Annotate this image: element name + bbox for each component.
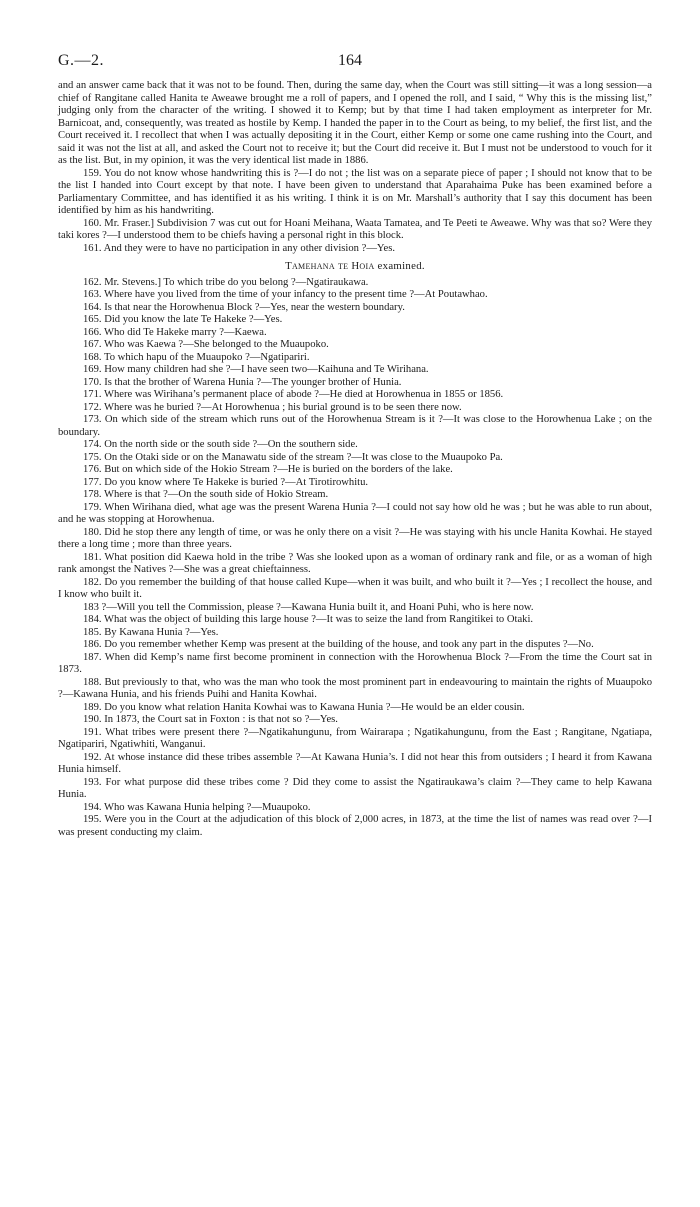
paragraph: 183 ?—Will you tell the Commission, please ?—Kawana Hunia built it, and Hoani Puhi, who is here now.	[83, 601, 534, 613]
paragraph: 160. Mr. Fraser.] Subdivision 7 was cut out for Hoani Meihana, Waata Tamatea, and Te Peeti te Aweawe. Why was that so? Were they taki kores ?—I understood them to be chiefs having a personal right in this block.	[58, 217, 652, 241]
paragraph: 170. Is that the brother of Warena Hunia ?—The younger brother of Hunia.	[83, 376, 402, 388]
paragraph: 174. On the north side or the south side ?—On the southern side.	[83, 439, 358, 450]
paragraph: 185. By Kawana Hunia ?—Yes.	[83, 626, 219, 638]
testimony-section-b	[58, 277, 652, 840]
paragraph: 166. Who did Te Hakeke marry ?—Kaewa.	[83, 326, 267, 338]
witness-heading-suffix: examined.	[374, 260, 425, 272]
witness-heading	[58, 260, 652, 273]
testimony-section-a	[58, 80, 652, 255]
paragraph: 175. On the Otaki side or on the Manawatu side of the stream ?—It was close to the Muaupoko Pa.	[83, 451, 503, 463]
paragraph: 169. How many children had she ?—I have seen two—Kaihuna and Te Wirihana.	[83, 364, 429, 375]
paragraph: and an answer came back that it was not to be found. Then, during the same day, when the Court was still sitting—it was a long session—a chief of Rangitane called Hanita te Aweawe brought me a roll of papers, and I opened the roll, and I said, “ Why this is the missing list,” judging only from the character of the writing. I showed it to Kemp; but by that time I had taken employment as interpreter for Mr. Barnicoat, and, consequently, was treated as hostile by Kemp. I handed the paper in to the Court as being, to my belief, the first list, and the Court received it. I recollect that when I was actually depositing it in the Court, either Kemp or some one came rushing into the Court, and said it was not the list at all, and asked the Court not to receive it; but the Court did receive it. But I must not be understood to vouch for it as the list. But, in my opinion, it was the very identical list made in 1886.	[58, 80, 652, 166]
page-number: 164	[338, 52, 362, 69]
paragraph: 165. Did you know the late Te Hakeke ?—Yes.	[83, 314, 283, 325]
paragraph: 193. For what purpose did these tribes come ? Did they come to assist the Ngatiraukawa’s claim ?—They came to help Kawana Hunia.	[58, 776, 652, 800]
paragraph: 182. Do you remember the building of that house called Kupe—when it was built, and who built it ?—Yes ; I recollect the house, and I know who built it.	[58, 576, 652, 600]
paragraph: 178. Where is that ?—On the south side of Hokio Stream.	[83, 489, 329, 500]
paragraph: 163. Where have you lived from the time of your infancy to the present time ?—At Poutawhao.	[83, 289, 488, 300]
witness-name: Tamehana te Hoia	[285, 260, 375, 272]
paragraph: 159. You do not know whose handwriting this is ?—I do not ; the list was on a separate piece of paper ; I should not know that to be the list I handed into Court except by that note. I have been given to understand that Aparahaima Puke has been examined before a Parliamentary Committee, and has identified it as his writing. I think it is on Mr. Marshall’s authority that I say this document has been identified by him as his handwriting.	[58, 167, 652, 216]
paragraph: 180. Did he stop there any length of time, or was he only there on a visit ?—He was staying with his uncle Hanita Kowhai. He stayed there a long time ; more than three years.	[58, 526, 652, 550]
paragraph: 161. And they were to have no participation in any other division ?—Yes.	[83, 242, 395, 254]
paragraph: 167. Who was Kaewa ?—She belonged to the Muaupoko.	[83, 339, 329, 350]
paragraph: 172. Where was he buried ?—At Horowhenua ; his burial ground is to be seen there now.	[83, 401, 462, 413]
paragraph: 181. What position did Kaewa hold in the tribe ? Was she looked upon as a woman of ordinary rank and file, or as a woman of high rank amongst the Natives ?—She was a great chieftainness.	[58, 551, 652, 575]
paragraph: 194. Who was Kawana Hunia helping ?—Muaupoko.	[83, 801, 311, 813]
paragraph: 189. Do you know what relation Hanita Kowhai was to Kawana Hunia ?—He would be an elder cousin.	[83, 701, 525, 713]
paragraph: 168. To which hapu of the Muaupoko ?—Ngatipariri.	[83, 351, 310, 363]
paragraph: 177. Do you know where Te Hakeke is buried ?—At Tirotirowhitu.	[83, 476, 369, 488]
paragraph: 179. When Wirihana died, what age was the present Warena Hunia ?—I could not say how old he was ; but he was able to run about, and he was stopping at Horowhenua.	[58, 501, 652, 525]
paragraph: 195. Were you in the Court at the adjudication of this block of 2,000 acres, in 1873, at the time the list of names was read over ?—I was present conducting my claim.	[58, 814, 652, 838]
paragraph: 162. Mr. Stevens.] To which tribe do you belong ?—Ngatiraukawa.	[83, 276, 369, 288]
page-reference: G.—2.	[58, 52, 105, 69]
paragraph: 186. Do you remember whether Kemp was present at the building of the house, and took any part in the disputes ?—No.	[83, 639, 594, 650]
paragraph: 187. When did Kemp’s name first become prominent in connection with the Horowhenua Block ?—From the time the Court sat in 1873.	[58, 651, 652, 675]
paragraph: 171. Where was Wirihana’s permanent place of abode ?—He died at Horowhenua in 1855 or 1856.	[83, 389, 504, 400]
paragraph: 184. What was the object of building this large house ?—It was to seize the land from Rangitikei to Otaki.	[83, 614, 534, 625]
paragraph: 164. Is that near the Horowhenua Block ?—Yes, near the western boundary.	[83, 301, 405, 313]
document-body	[58, 80, 652, 839]
paragraph: 173. On which side of the stream which runs out of the Horowhenua Stream is it ?—It was close to the Horowhenua Lake ; on the boundary.	[58, 414, 652, 438]
paragraph: 176. But on which side of the Hokio Stream ?—He is buried on the borders of the lake.	[83, 464, 453, 475]
paragraph: 188. But previously to that, who was the man who took the most prominent part in endeavouring to maintain the rights of Muaupoko ?—Kawana Hunia, and his friends Puihi and Hanita Kowhai.	[58, 676, 652, 700]
paragraph: 190. In 1873, the Court sat in Foxton : is that not so ?—Yes.	[83, 714, 338, 725]
paragraph: 191. What tribes were present there ?—Ngatikahungunu, from Wairarapa ; Ngatikahungunu, from the East ; Rangitane, Ngatiapa, Ngatipariri, Ngatiwhiti, Wanganui.	[58, 726, 652, 750]
paragraph: 192. At whose instance did these tribes assemble ?—At Kawana Hunia’s. I did not hear this from outsiders ; I heard it from Kawana Hunia himself.	[58, 751, 652, 775]
